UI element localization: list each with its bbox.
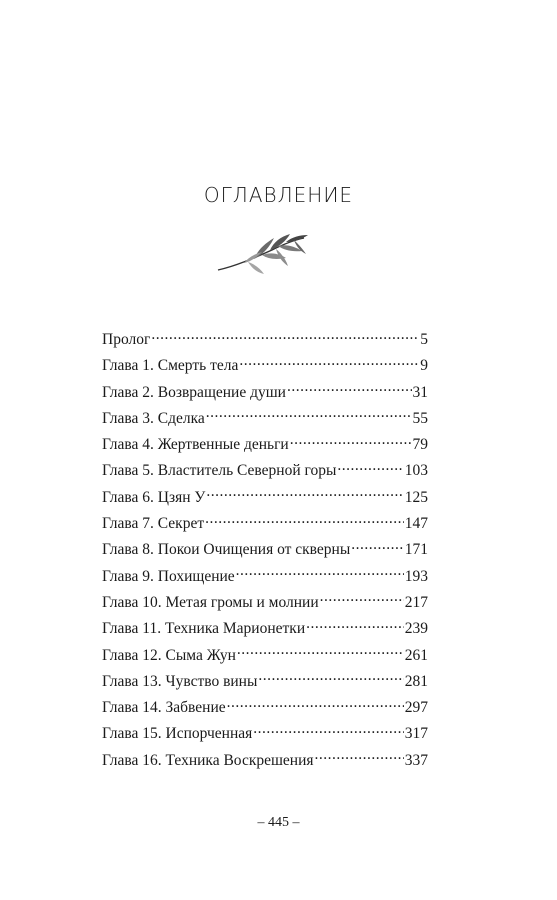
toc-entry[interactable] xyxy=(102,669,428,695)
dot-leader xyxy=(239,355,419,371)
toc-entry-title: Глава 5. Властитель Северной горы xyxy=(102,462,337,480)
toc-entry-page: 5 xyxy=(420,331,428,348)
toc-entry-title: Пролог xyxy=(102,331,151,348)
toc-entry-page: 261 xyxy=(404,646,428,664)
toc-entry[interactable] xyxy=(102,564,428,590)
toc-entry-page: 55 xyxy=(412,409,428,427)
toc-entry[interactable] xyxy=(102,695,428,721)
dot-leader xyxy=(290,434,412,450)
toc-entry[interactable] xyxy=(102,458,428,484)
toc-entry-title: Глава 12. Сыма Жун xyxy=(102,646,236,664)
dot-leader xyxy=(320,591,404,607)
toc-entry-page: 103 xyxy=(404,462,428,480)
toc-entry[interactable] xyxy=(102,380,428,406)
toc-entry[interactable] xyxy=(102,643,428,669)
dot-leader xyxy=(205,513,404,529)
leaf-branch-icon xyxy=(214,232,314,282)
dot-leader xyxy=(206,486,403,502)
toc-entry-title: Глава 14. Забвение xyxy=(102,699,226,717)
dot-leader xyxy=(227,697,404,713)
toc-entry-page: 125 xyxy=(404,488,428,506)
toc-entry-title: Глава 9. Похищение xyxy=(102,567,235,585)
page-title: ОГЛАВЛЕНИЕ xyxy=(203,183,354,207)
toc-entry-page: 337 xyxy=(404,751,428,769)
toc-entry[interactable] xyxy=(102,406,428,432)
toc-entry-page: 79 xyxy=(412,436,428,454)
dot-leader xyxy=(253,723,403,739)
toc-entry-page: 31 xyxy=(412,383,428,401)
toc-entry-page: 317 xyxy=(404,725,428,743)
toc-entry-title: Глава 7. Секрет xyxy=(102,515,205,533)
toc-entry-title: Глава 13. Чувство вины xyxy=(102,672,258,690)
toc-entry-title: Глава 8. Покои Очищения от скверны xyxy=(102,541,351,559)
toc-entry-page: 239 xyxy=(404,620,428,638)
page-number: – 445 – xyxy=(257,815,300,830)
toc-entry-title: Глава 10. Метая громы и молнии xyxy=(102,593,319,611)
toc-entry[interactable] xyxy=(102,616,428,642)
toc-entry-page: 147 xyxy=(404,515,428,533)
toc-entry[interactable] xyxy=(102,511,428,537)
toc-entry[interactable] xyxy=(102,353,428,379)
dot-leader xyxy=(151,329,419,345)
dot-leader xyxy=(287,381,412,397)
toc-entry-title: Глава 4. Жертвенные деньги xyxy=(102,436,289,454)
dot-leader xyxy=(337,460,403,476)
table-of-contents xyxy=(102,327,428,774)
toc-entry[interactable] xyxy=(102,537,428,563)
toc-entry[interactable] xyxy=(102,485,428,511)
toc-entry-title: Глава 3. Сделка xyxy=(102,409,205,427)
toc-entry-page: 171 xyxy=(404,541,428,559)
toc-entry-title: Глава 1. Смерть тела xyxy=(102,357,239,375)
toc-entry-page: 281 xyxy=(404,672,428,690)
dot-leader xyxy=(258,670,403,686)
toc-entry-page: 297 xyxy=(404,699,428,717)
toc-entry-title: Глава 6. Цзян У xyxy=(102,488,206,506)
dot-leader xyxy=(351,539,404,555)
toc-entry-title: Глава 11. Техника Марионетки xyxy=(102,620,306,638)
toc-entry[interactable] xyxy=(102,432,428,458)
dot-leader xyxy=(306,618,404,634)
toc-entry-page: 217 xyxy=(404,593,428,611)
toc-entry[interactable] xyxy=(102,327,428,353)
dot-leader xyxy=(315,749,404,765)
toc-entry-page: 9 xyxy=(420,357,428,375)
toc-entry-title: Глава 2. Возвращение души xyxy=(102,383,286,401)
dot-leader xyxy=(237,644,404,660)
toc-entry[interactable] xyxy=(102,590,428,616)
toc-entry[interactable] xyxy=(102,748,428,774)
toc-entry[interactable] xyxy=(102,721,428,747)
dot-leader xyxy=(236,565,404,581)
toc-entry-title: Глава 15. Испорченная xyxy=(102,725,253,743)
toc-entry-page: 193 xyxy=(404,567,428,585)
toc-entry-title: Глава 16. Техника Воскрешения xyxy=(102,751,314,769)
dot-leader xyxy=(206,407,412,423)
